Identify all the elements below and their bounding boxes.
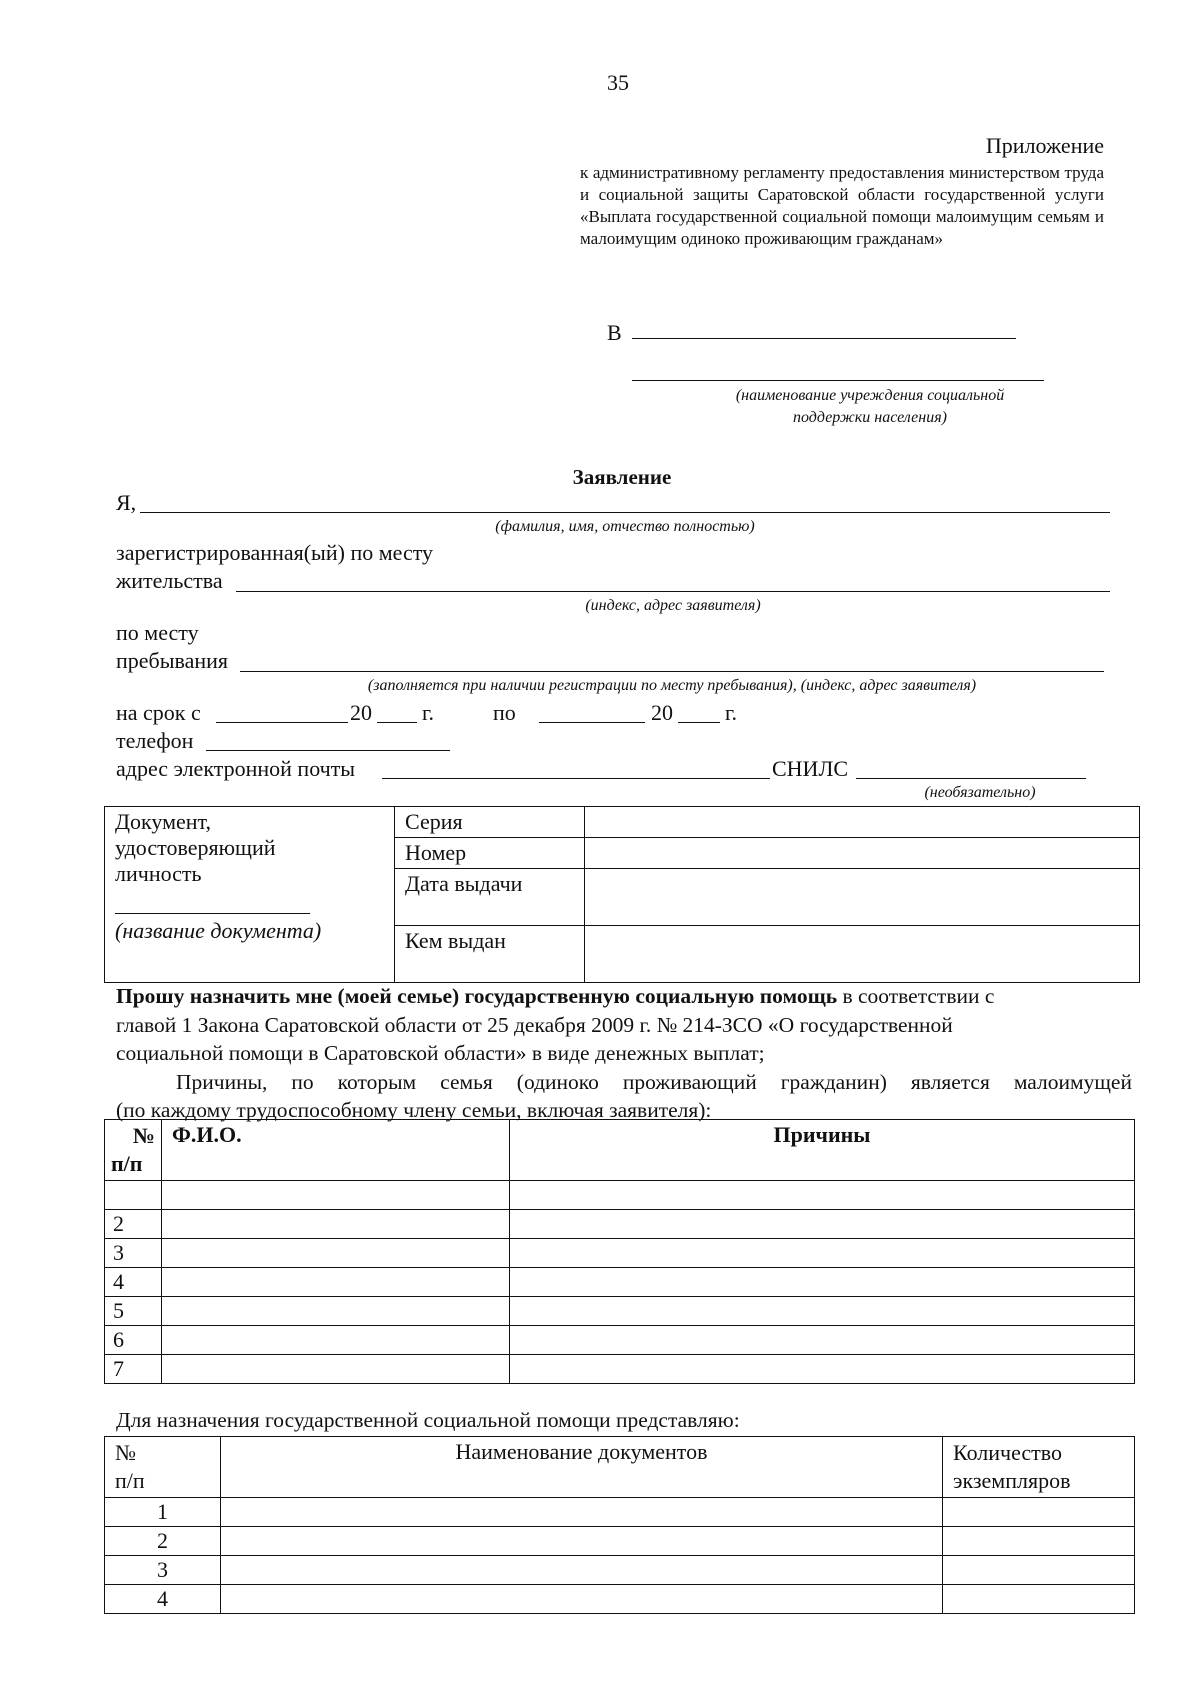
- issued-by-field[interactable]: [585, 926, 1140, 983]
- id-document-label-1: Документ,: [115, 809, 212, 834]
- reasons-row-reason-field[interactable]: [510, 1326, 1135, 1355]
- documents-row-num: 2: [105, 1527, 221, 1556]
- annex-title: Приложение: [985, 133, 1104, 158]
- documents-row-num: 3: [105, 1556, 221, 1585]
- id-document-name-field[interactable]: [115, 887, 310, 914]
- reasons-line-2: (по каждому трудоспособному члену семьи, включая заявителя):: [116, 1098, 712, 1122]
- stay-label-2: пребывания: [116, 648, 229, 673]
- documents-row-name-field[interactable]: [221, 1527, 943, 1556]
- term-to-year-suffix: г.: [725, 700, 738, 725]
- recipient-field-line-1[interactable]: [632, 338, 1016, 339]
- id-document-label-cell: [105, 807, 395, 983]
- recipient-hint-1: (наименование учреждения социальной: [735, 387, 1005, 404]
- documents-row-name-field[interactable]: [221, 1498, 943, 1527]
- reasons-row-fio-field[interactable]: [162, 1326, 510, 1355]
- documents-row-qty-field[interactable]: [943, 1585, 1135, 1614]
- document-title: Заявление: [572, 465, 672, 489]
- reasons-row-reason-field[interactable]: [510, 1181, 1135, 1210]
- documents-table: [104, 1436, 1135, 1614]
- number-label: Номер: [395, 838, 585, 869]
- term-from-date-field[interactable]: [216, 722, 348, 723]
- documents-header-name: Наименование документов: [221, 1437, 943, 1498]
- phone-field[interactable]: [206, 750, 450, 751]
- reasons-row-fio-field[interactable]: [162, 1355, 510, 1384]
- reasons-row-reason-field[interactable]: [510, 1210, 1135, 1239]
- reasons-row-fio-field[interactable]: [162, 1297, 510, 1326]
- id-document-label-3: личность: [115, 861, 202, 886]
- snils-label: СНИЛС: [772, 756, 849, 781]
- term-from-year-field[interactable]: [377, 722, 417, 723]
- reasons-row-fio-field[interactable]: [162, 1239, 510, 1268]
- series-field[interactable]: [585, 807, 1140, 838]
- documents-row-name-field[interactable]: [221, 1556, 943, 1585]
- stay-hint: (заполняется при наличии регистрации по месту пребывания), (индекс, адрес заявителя): [367, 677, 977, 694]
- documents-header-num: № п/п: [105, 1437, 221, 1498]
- documents-row-qty-field[interactable]: [943, 1527, 1135, 1556]
- email-label: адрес электронной почты: [116, 756, 356, 781]
- reasons-row-reason-field[interactable]: [510, 1297, 1135, 1326]
- recipient-hint-2: поддержки населения): [793, 409, 947, 426]
- email-field[interactable]: [382, 778, 770, 779]
- annex-text: к административному регламенту предоставления министерством труда и социальной защиты Саратовской области государственной услуги «Выплата государственной социальной помощи малоимущим семьям и малоимущим одиноко проживающим гражданам»: [580, 163, 1104, 248]
- registration-hint: (индекс, адрес заявителя): [585, 597, 761, 614]
- term-to-label: по: [493, 700, 516, 725]
- reasons-row-fio-field[interactable]: [162, 1181, 510, 1210]
- recipient-prefix: В: [607, 320, 622, 345]
- stay-address-field[interactable]: [240, 671, 1104, 672]
- request-rest: в соответствии с: [837, 984, 995, 1008]
- recipient-field-line-2[interactable]: [632, 380, 1044, 381]
- reasons-row-reason-field[interactable]: [510, 1239, 1135, 1268]
- issued-by-label: Кем выдан: [395, 926, 585, 983]
- reg-label-2: жительства: [116, 568, 223, 593]
- reasons-header-fio: Ф.И.О.: [162, 1120, 510, 1181]
- documents-row-num: 1: [105, 1498, 221, 1527]
- reasons-row-num: 7: [105, 1355, 162, 1384]
- stay-label-1: по месту: [116, 620, 199, 645]
- reasons-row-num: 6: [105, 1326, 162, 1355]
- reasons-row-reason-field[interactable]: [510, 1355, 1135, 1384]
- reasons-row-reason-field[interactable]: [510, 1268, 1135, 1297]
- request-line-2: главой 1 Закона Саратовской области от 25 декабря 2009 г. № 214-ЗСО «О государственной: [116, 1012, 953, 1037]
- request-paragraph: [116, 982, 1132, 1125]
- issue-date-label: Дата выдачи: [395, 869, 585, 926]
- reasons-row-fio-field[interactable]: [162, 1268, 510, 1297]
- request-line-3: социальной помощи в Саратовской области» в виде денежных выплат;: [116, 1041, 765, 1065]
- issue-date-field[interactable]: [585, 869, 1140, 926]
- snils-hint: (необязательно): [924, 784, 1036, 801]
- reg-label-1: зарегистрированная(ый) по месту: [116, 540, 434, 565]
- term-from-year-suffix: г.: [422, 700, 435, 725]
- id-document-name-hint: (название документа): [115, 918, 322, 943]
- request-bold: Прошу назначить мне (моей семье) государственную социальную помощь: [116, 984, 838, 1008]
- documents-header-qty: Количество экземпляров: [943, 1437, 1135, 1498]
- reasons-row-fio-field[interactable]: [162, 1210, 510, 1239]
- snils-field[interactable]: [856, 778, 1086, 779]
- id-document-table: [104, 806, 1140, 983]
- series-label: Серия: [395, 807, 585, 838]
- reasons-row-num: 2: [105, 1210, 162, 1239]
- reasons-row-num: [105, 1181, 162, 1210]
- term-to-year-field[interactable]: [678, 722, 720, 723]
- reasons-table: [104, 1119, 1135, 1384]
- documents-row-num: 4: [105, 1585, 221, 1614]
- reasons-header-num: № п/п: [105, 1120, 162, 1181]
- fio-field[interactable]: [140, 512, 1110, 513]
- page-number: 35: [607, 70, 629, 95]
- id-document-label-2: удостоверяющий: [115, 835, 276, 860]
- reasons-row-num: 5: [105, 1297, 162, 1326]
- number-field[interactable]: [585, 838, 1140, 869]
- term-from-label: на срок с: [116, 700, 201, 725]
- term-to-year-prefix: 20: [651, 700, 673, 725]
- term-to-date-field[interactable]: [539, 722, 645, 723]
- documents-row-qty-field[interactable]: [943, 1498, 1135, 1527]
- documents-intro: Для назначения государственной социальной помощи представляю:: [116, 1408, 740, 1432]
- reasons-row-num: 4: [105, 1268, 162, 1297]
- documents-row-name-field[interactable]: [221, 1585, 943, 1614]
- registration-address-field[interactable]: [236, 591, 1110, 592]
- reasons-row-num: 3: [105, 1239, 162, 1268]
- reasons-line-1: Причины, по которым семья (одиноко проживающий гражданин) является малоимущей: [176, 1069, 1132, 1094]
- fio-hint: (фамилия, имя, отчество полностью): [495, 518, 755, 535]
- documents-row-qty-field[interactable]: [943, 1556, 1135, 1585]
- i-label: Я,: [116, 490, 137, 515]
- phone-label: телефон: [116, 728, 194, 753]
- term-from-year-prefix: 20: [350, 700, 372, 725]
- reasons-header-reasons: Причины: [510, 1120, 1135, 1181]
